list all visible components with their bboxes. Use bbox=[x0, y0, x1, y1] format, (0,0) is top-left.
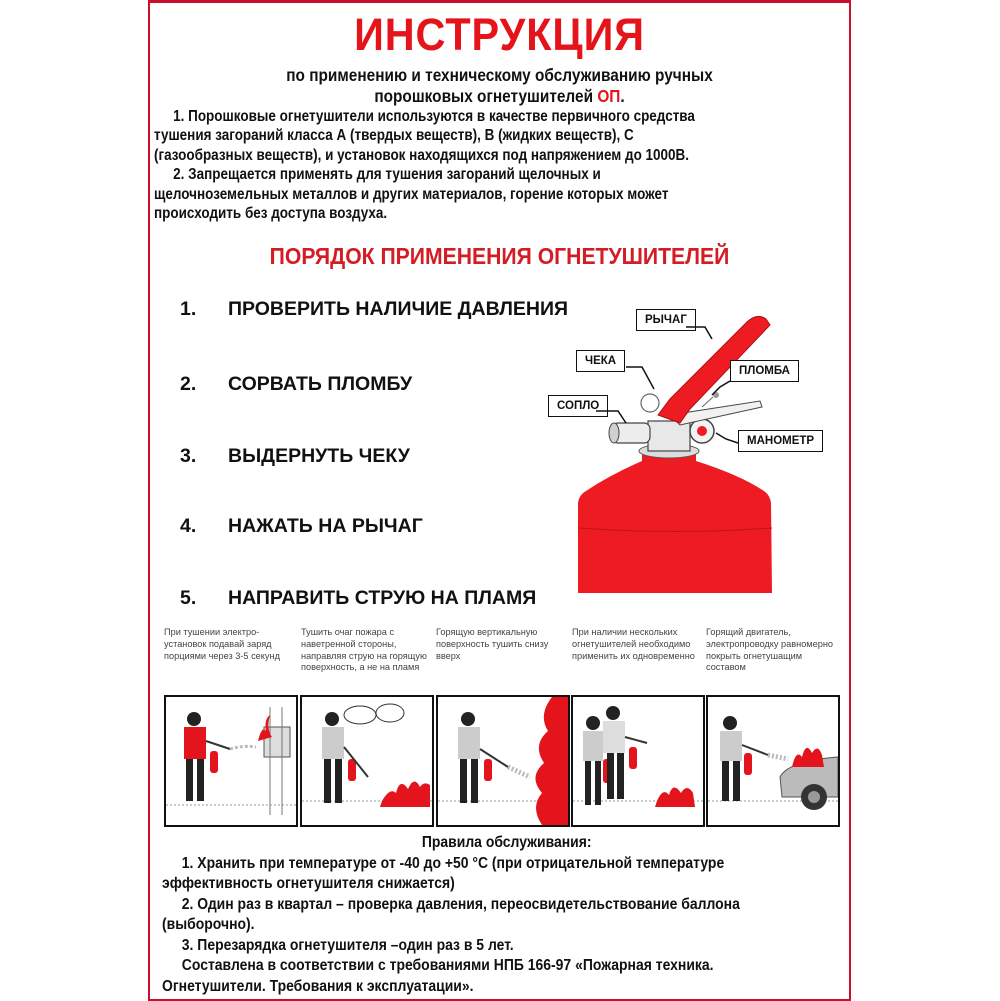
subtitle-prefix: порошковых огнетушителей bbox=[374, 86, 598, 106]
panel-vertical-surface bbox=[436, 695, 570, 827]
rules-line: 2. Один раз в квартал – проверка давления, переосвидетельствование баллона bbox=[181, 895, 740, 913]
rules-line: (выборочно). bbox=[162, 916, 255, 933]
panel-windward bbox=[300, 695, 434, 827]
panel-caption-4: При наличии нескольких огнетушителей необходимо применить их одновременно bbox=[572, 627, 695, 661]
step-3 bbox=[180, 445, 410, 468]
step-text: ВЫДЕРНУТЬ ЧЕКУ bbox=[228, 445, 410, 467]
person-extinguishing-floor-fire-icon bbox=[302, 697, 432, 825]
intro-line: (газообразных веществ), и установок находящихся под напряжением до 1000В. bbox=[154, 146, 690, 164]
intro-paragraphs bbox=[154, 107, 850, 223]
callout-arrows bbox=[530, 303, 830, 473]
panel-engine-fire bbox=[706, 695, 840, 827]
panel-multiple-extinguishers bbox=[571, 695, 705, 827]
panel-caption-2: Тушить очаг пожара с наветренной стороны, направляя струю на горящую поверхность, а не на пламя bbox=[301, 627, 427, 673]
person-extinguishing-wall-fire-icon bbox=[438, 697, 568, 825]
panel-caption-5: Горящий двигатель, электропроводку равномерно покрыть огнетушащим составом bbox=[706, 627, 834, 673]
step-2 bbox=[180, 373, 412, 396]
intro-line: 2. Запрещается применять для тушения загораний щелочных и bbox=[173, 166, 601, 184]
intro-line: 1. Порошковые огнетушители используются в качестве первичного средства bbox=[173, 108, 695, 125]
instruction-poster bbox=[148, 0, 851, 1001]
callout-gauge: МАНОМЕТР bbox=[738, 430, 823, 452]
section-title: ПОРЯДОК ПРИМЕНЕНИЯ ОГНЕТУШИТЕЛЕЙ bbox=[269, 243, 730, 269]
rules-line: эффективность огнетушителя снижается) bbox=[162, 875, 455, 892]
model-code: ОП bbox=[597, 86, 621, 106]
rules-line: Огнетушители. Требования к эксплуатации». bbox=[162, 977, 474, 995]
step-number: 2. bbox=[180, 373, 197, 395]
panel-caption-1: При тушении электро-установок подавай заряд порциями через 3-5 секунд bbox=[164, 627, 280, 661]
person-extinguishing-electrical-icon bbox=[166, 697, 296, 825]
poster-title: ИНСТРУКЦИЯ bbox=[354, 9, 645, 60]
step-number: 1. bbox=[180, 298, 197, 320]
step-text: ПРОВЕРИТЬ НАЛИЧИЕ ДАВЛЕНИЯ bbox=[228, 298, 569, 320]
callout-seal: ПЛОМБА bbox=[730, 360, 799, 382]
step-text: СОРВАТЬ ПЛОМБУ bbox=[228, 373, 413, 395]
callout-nozzle: СОПЛО bbox=[548, 395, 608, 417]
step-4 bbox=[180, 515, 423, 538]
rules-line: 1. Хранить при температуре от -40 до +50 °С (при отрицательной температуре bbox=[181, 854, 725, 872]
maintenance-rules bbox=[162, 833, 851, 997]
subtitle-suffix: . bbox=[620, 86, 625, 106]
step-1 bbox=[180, 298, 568, 321]
step-text: НАПРАВИТЬ СТРУЮ НА ПЛАМЯ bbox=[228, 587, 537, 609]
step-number: 5. bbox=[180, 587, 197, 609]
rules-line: 3. Перезарядка огнетушителя –один раз в 5 лет. bbox=[181, 936, 514, 954]
step-text: НАЖАТЬ НА РЫЧАГ bbox=[228, 515, 423, 537]
subtitle-line-1: по применению и техническому обслуживанию ручных bbox=[286, 65, 713, 85]
person-extinguishing-car-fire-icon bbox=[708, 697, 838, 825]
step-number: 3. bbox=[180, 445, 197, 467]
step-5 bbox=[180, 587, 536, 610]
panel-electrical bbox=[164, 695, 298, 827]
poster-subtitle bbox=[192, 65, 807, 107]
panel-caption-3: Горящую вертикальную поверхность тушить снизу вверх bbox=[436, 627, 549, 661]
subtitle-line-2 bbox=[192, 86, 807, 107]
rules-line: Составлена в соответствии с требованиями НПБ 166-97 «Пожарная техника. bbox=[181, 957, 714, 974]
intro-line: щелочноземельных металлов и других материалов, горение которых может bbox=[154, 185, 669, 203]
callout-lever: РЫЧАГ bbox=[636, 309, 696, 331]
rules-title: Правила обслуживания: bbox=[421, 834, 592, 851]
two-people-extinguishing-icon bbox=[573, 697, 703, 825]
callout-pin: ЧЕКА bbox=[576, 350, 625, 372]
step-number: 4. bbox=[180, 515, 197, 537]
intro-line: тушения загораний класса А (твердых веществ), В (жидких веществ), С bbox=[154, 127, 634, 145]
intro-line: происходить без доступа воздуха. bbox=[154, 205, 388, 223]
